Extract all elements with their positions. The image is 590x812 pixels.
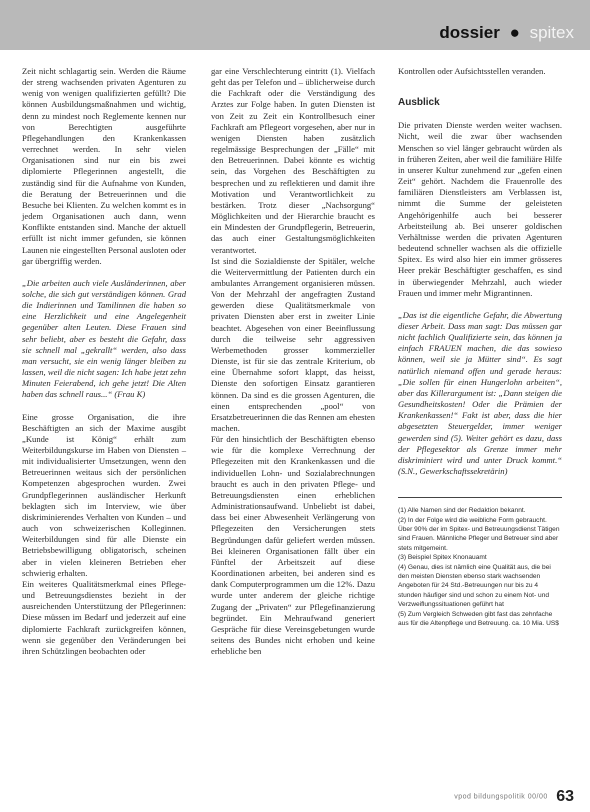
footnote: (3) Beispiel Spitex Knonauamt	[398, 554, 487, 562]
footnote: (2) In der Folge wird die weibliche Form gebraucht. Über 90% der im Spitex- und Betreuungsdienst Tätigen sind Frauen. Männliche Pfleger und Betreuer sind aber stets mitgemeint.	[398, 516, 560, 552]
paragraph: Ein weiteres Qualitätsmerkmal eines Pflege- und Betreuungsdienstes bezieht in der ausreichenden Unterstützung der Pflegerinnen: Diese müssen im Bedarf und jederzeit auf eine diplomierte Fachkraft zurückgreifen können, wenn sie gegenüber den Veränderungen bei ihren Schützlingen beobachten oder	[22, 578, 186, 656]
page-number: 63	[556, 787, 574, 805]
paragraph: Kontrollen oder Aufsichtsstellen veranden.	[398, 66, 546, 76]
page-footer	[454, 788, 574, 806]
section-heading: Ausblick	[398, 97, 440, 109]
paragraph: Für den hinsichtlich der Beschäftigten ebenso wie für die komplexe Verrechnung der Pflegezeiten mit den Krankenkassen und die individuellen Lohn- und Sozialabrechnungen braucht es auch in den privaten Pflege- und Betreuungsdiensten einen erheblichen Administrationsaufwand. Unbeliebt ist dabei, dass bei einer Abwesenheit Verlängerung von Pflegezeiten den Versicherungen stets Begründungen dafür geliefert werden müssen. Bei kleineren Organisationen fällt über ein Fünftel der Arbeitszeit auf diese Koordinationen arbeiten, bei anderen sind es dank Computerprogrammen um die 12%. Dazu wurde unter anderem der gleiche richtige Zugang der „Privaten“ zur Pflegefinanzierung begründet. Ein Mehraufwand generiert Gespräche für diese Vereinsgebetungen wurde seitens des Bundes nicht erhoben und keine erhebliche ben	[211, 434, 375, 657]
paragraph: Ist sind die Sozialdienste der Spitäler, welche die Weitervermittlung der Patienten durch ein ambulantes Arrangement organisieren müssen. Von der Mehrzahl der angefragten Zustand gewerden diese Qualitätsmerkmale von privaten Diensten aber erst in zweiter Linie beachtet. Abgesehen von einer Beeinflussung durch die teilweise sehr aggressiven Werbemethoden grosser kommerzieller Dienste, ist für sie das zentrale Kriterium, ob eine Übernahme sofort klappt, das heisst, Dienste den sofortigen Einsatz garantieren können. Da sind es die grossen Agenturen, die einen entsprechenden „pool“ von Ersatzbetreuerinnen die das Rennen am ehesten machen.	[211, 255, 375, 433]
column-right	[398, 66, 562, 628]
interview-quote: „Die arbeiten auch viele Ausländerinnen, aber solche, die sich gut verständigen können. Grad die Indierinnen und Tamilinnen die haben so eine Herzlichkeit und eine Angelegenheit gegenüber alten Leuten. Diese Frauen sind sehr beliebt, aber es besteht die Gefahr, dass sie schnell mal „gekrallt“ werden, also dass man versucht, sie ein wenig länger bleiben zu lassen, weil die nicht sagen: Ich habe jetzt zehn Minuten Feierabend, ich gehe jetzt! Die Alten haben das schnell raus...“ (Frau K)	[22, 277, 186, 400]
paragraph: gar eine Verschlechterung eintritt (1). Vielfach geht das per Telefon und – üblicherweise durch die Fachkraft oder die Verständigung des Arztes zur Folge haben. In guten Diensten ist von Zeit zu Zeit ein Kontrollbesuch einer Fachkraft am Pflegeort vorgesehen, aber nur in wenigen Diensten haben zusätzlich regelmässige Besprechungen der „Fälle“ mit den Betreuerinnen. Dabei könnte es wichtig sein, das Vorgehen des Beschäftigten zu besprechen und zu reflektieren und damit ihre Motivation und Verantwortlichkeit zu bestärken. Trotz dieser „Nachsorgung“ Möglichkeiten und der Hierarchie braucht es ein Mindesten der Grundpflegerin, Betreuerin, das auch einer Gestaltungsmöglichkeiten verantwortet.	[211, 66, 375, 255]
bullet-separator: ●	[509, 23, 520, 42]
footnote: (4) Genau, dies ist nämlich eine Qualität aus, die bei den meisten Diensten ebenso stark wachsenden Angeboten für 24 Std.-Betreuungen nur bis zu 4 stunden häufiger sind und schon zu einem Not- und Verzweiflungssituationen geführt hat	[398, 563, 551, 609]
footnote-divider	[398, 497, 562, 498]
column-left	[22, 66, 186, 657]
paragraph: Zeit nicht schlagartig sein. Werden die Räume der streng wachsenden privaten Agenturen zu wenig von wenigen qualifizierten gefüllt? Die können Ausbildungsmaßnahmen und wichtig, denn zu mindest noch Reglemente kennen nur von Berechtigten ausgeführte Pflegehandlungen den Krankenkassen verrechnet werden. In sehr vielen Organisationen sind nur ein bis zwei diplomierte Pflegerinnen angestellt, die zuständig sind für die Aufnahme von Kunden, die Beratung der Betreuerinnen und die Besuche bei Klienten. Zu welchen kommt es in jedem Organisationen auch dann, wenn Konflikte entstanden sind. Manche der aktuell erfüllt ist nicht immer gefunden, sie können Launen nie eingestellten Personal ausloten oder gar übergriffig werden.	[22, 66, 186, 266]
interview-quote: „Das ist die eigentliche Gefahr, die Abwertung dieser Arbeit. Dass man sagt: Das müssen gar nicht fachlich Qualifizierte sein, das können ja einfach FRAUEN machen, die das sowieso können, weil sie ja Mütter sind“. Es sagt natürlich niemand offen und gerade heraus: „Die sollen für einen Hungerlohn arbeiten“, aber das Killerargument ist: „Dann steigen die Gesundheitskosten! Oder die Prämien der Krankenkassen!“ Fakt ist aber, dass die hier abgesetzten Steuergelder, immer weniger gewerden sind (5). Weiter gehört es dazu, dass der Pflegesektor als Grenze immer mehr diskriminiert wird und unter Druck kommt.“ (S.N., Gewerkschaftssekretärin)	[398, 309, 562, 476]
paragraph: Die privaten Dienste werden weiter wachsen. Nicht, weil die zwar über wachsenden Menschen so viel länger gebraucht würden als in früheren Zeiten, aber weil die familiäre Hilfe in unserer Kultur zunehmend zur „gefen einen Zeit“ gehört. Nachdem die Frauenrolle des familiären Dienstleisters am Verblassen ist, nimmt die Summe der geleisteten Angehörigenhilfe auch bei besserer Arbeitsteilung ab. Bei unserer goldischen Verhältnisse werden die privaten Agenturen bedeutend schneller wachsen als die offizielle Spitex. Es wird also hier ein immer grösseres Heer prekär Beschäftigter geschaffen, es sind in überwiegender Mehrzahl, auch wieder Frauen und immer mehr Migrantinnen.	[398, 120, 562, 298]
page-header	[0, 0, 590, 50]
subsection-label: spitex	[529, 23, 574, 42]
column-middle	[211, 66, 375, 657]
section-label: dossier	[439, 23, 500, 42]
section-title	[439, 23, 574, 43]
issue-label: vpod bildungspolitik 00/00	[454, 793, 548, 801]
footnote: (1) Alle Namen sind der Redaktion bekannt.	[398, 507, 526, 515]
footnote: (5) Zum Vergleich Schweden gibt fast das zehnfache aus für die Altenpflege und Betreuung. ca. 10 Mia. US$	[398, 610, 559, 628]
paragraph: Eine grosse Organisation, die ihre Beschäftigten an sich der Maxime ausgibt „Kunde ist König“ erhält zum Weiterbildungskurse im Haben von Diensten – mit individualisierter Umsetzungen, wenn den Betreuerinnen weitaus sich der persönlichen Kompetenzen abgesprochen wurden. Zwei Grundpflegerinnen ausländischer Herkunft beklagten sich im Interview, wie über diskriminierendes Verhalten von Kunden – und auch von schweizerischen Kolleginnen. Weiterbildungen sind für alle Dienste ein Betriebsbewilligung obligatorisch, scheinen aber in vielen kleineren Betrieben eher schwierig erhalten.	[22, 411, 186, 578]
